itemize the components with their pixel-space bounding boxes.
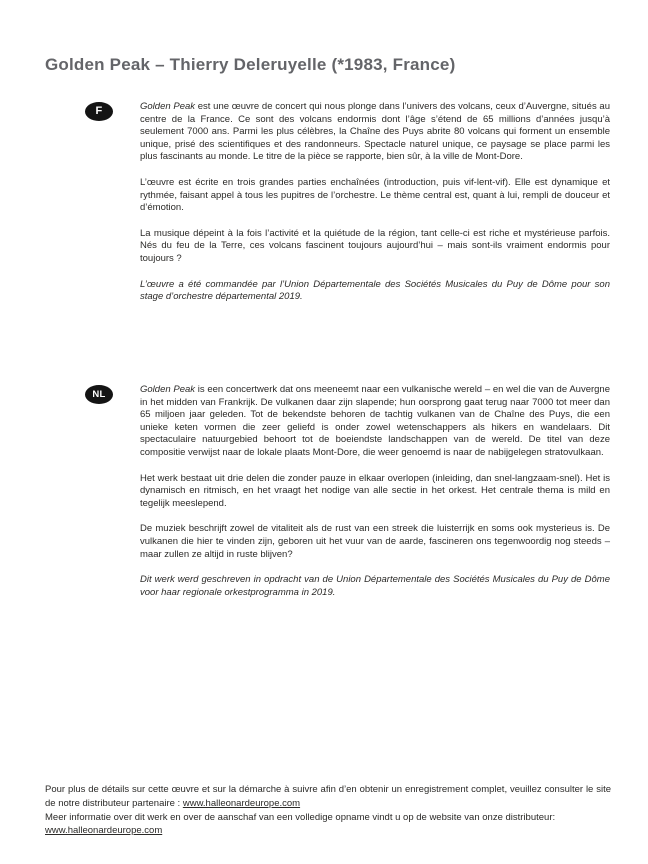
paragraph [140, 384, 610, 460]
footer-dutch-line [45, 811, 611, 839]
french-language-badge: F [85, 102, 113, 121]
work-title-italic: Golden Peak [140, 101, 196, 112]
footer-dutch-text: Meer informatie over dit werk en over de aanschaf van een volledige opname vindt u op de website van onze distributeur: [45, 811, 556, 823]
work-title-italic: Golden Peak [140, 384, 196, 395]
dutch-text-column [140, 384, 610, 599]
paragraph-text: is een concertwerk dat ons meeneemt naar een vulkanische wereld – en wel die van de Auvergne in het midden van Frankrijk. De vulkanen daar zijn slapende; hun oorsprong gaat terug naar 7000 tot meer dan 65 miljoen jaar geleden. Tot de bekendste behoren de tachtig vulkanen van de Chaîne des Puys, die een unieke keten vormen die zeer geliefd is onder zowel wetenschappers als hikers en wandelaars. Dit spectaculaire natuurgebied behoort tot de boeiendste landschappen van de wereld. De titel van deze compositie verwijst naar de lokale plaats Mont-Dore, die weer genoemd is naar de nabijgelegen stratovulkaan. [140, 384, 610, 458]
paragraph-text: est une œuvre de concert qui nous plonge dans l’univers des volcans, ceux d’Auvergne, situés au centre de la France. Ce sont des volcans endormis dont l’âge s’étend de 65 millions d’années jusqu’à seulement 7000 ans. Parmi les plus célèbres, la Chaîne des Puys abrite 80 volcans qui forment un ensemble unique, prisé des scientifiques et des randonneurs. Spectacle naturel unique, ce paysage se place parmi les plus fascinants au monde. Le titre de la pièce se rapporte, bien sûr, à la ville de Mont-Dore. [140, 101, 610, 163]
section-dutch [85, 384, 610, 599]
paragraph: L’œuvre est écrite en trois grandes parties enchaînées (introduction, puis vif-lent-vif). Elle est dynamique et rythmée, faisant appel à tous les pupitres de l’orchestre. Le thème central est, quant à lui, rempli de douceur et d’émotion. [140, 176, 610, 214]
section-french [85, 101, 610, 304]
paragraph: Het werk bestaat uit drie delen die zonder pauze in elkaar overlopen (inleiding, dan snel-langzaam-snel). Het is dynamisch en ritmisch, en het vraagt het nodige van alle sectie in het orkest. Het centrale thema is mild en tegelijk meeslepend. [140, 472, 610, 509]
dutch-language-badge: NL [85, 385, 113, 404]
paragraph: La musique dépeint à la fois l’activité et la quiétude de la région, tant celle-ci est riche et mystérieuse parfois. Nés du feu de la Terre, ces volcans fascinent toujours aujourd’hui – mais sont-ils vraiment endormis pour toujours ? [140, 227, 610, 264]
distributor-link-dutch[interactable]: www.halleonardeurope.com [45, 825, 163, 837]
distributor-link-french[interactable]: www.halleonardeurope.com [182, 797, 301, 809]
footer [45, 783, 611, 838]
commission-note-italic: L’œuvre a été commandée par l’Union Départementale des Sociétés Musicales du Puy de Dôme pour son stage d’orchestre départemental 2019. [140, 278, 610, 303]
french-text-column [140, 101, 610, 304]
commission-note-italic: Dit werk werd geschreven in opdracht van de Union Départementale des Sociétés Musicales du Puy de Dôme voor haar regionale orkestprogramma in 2019. [140, 574, 610, 598]
footer-french-line [45, 783, 611, 811]
paragraph [140, 101, 610, 164]
footer-french-text: Pour plus de détails sur cette œuvre et sur la démarche à suivre afin d’en obtenir un enregistrement complet, veuillez consulter le site de notre distributeur partenaire : [45, 784, 611, 809]
paragraph: De muziek beschrijft zowel de vitaliteit als de rust van een streek die luisterrijk en soms ook mysterieus is. De vulkanen die hier te vinden zijn, geboren uit het vuur van de aarde, fascineren ons tegenwoordig nog steeds – maar zullen ze altijd in ruste blijven? [140, 523, 610, 560]
page-title: Golden Peak – Thierry Deleruyelle (*1983, France) [45, 55, 456, 75]
